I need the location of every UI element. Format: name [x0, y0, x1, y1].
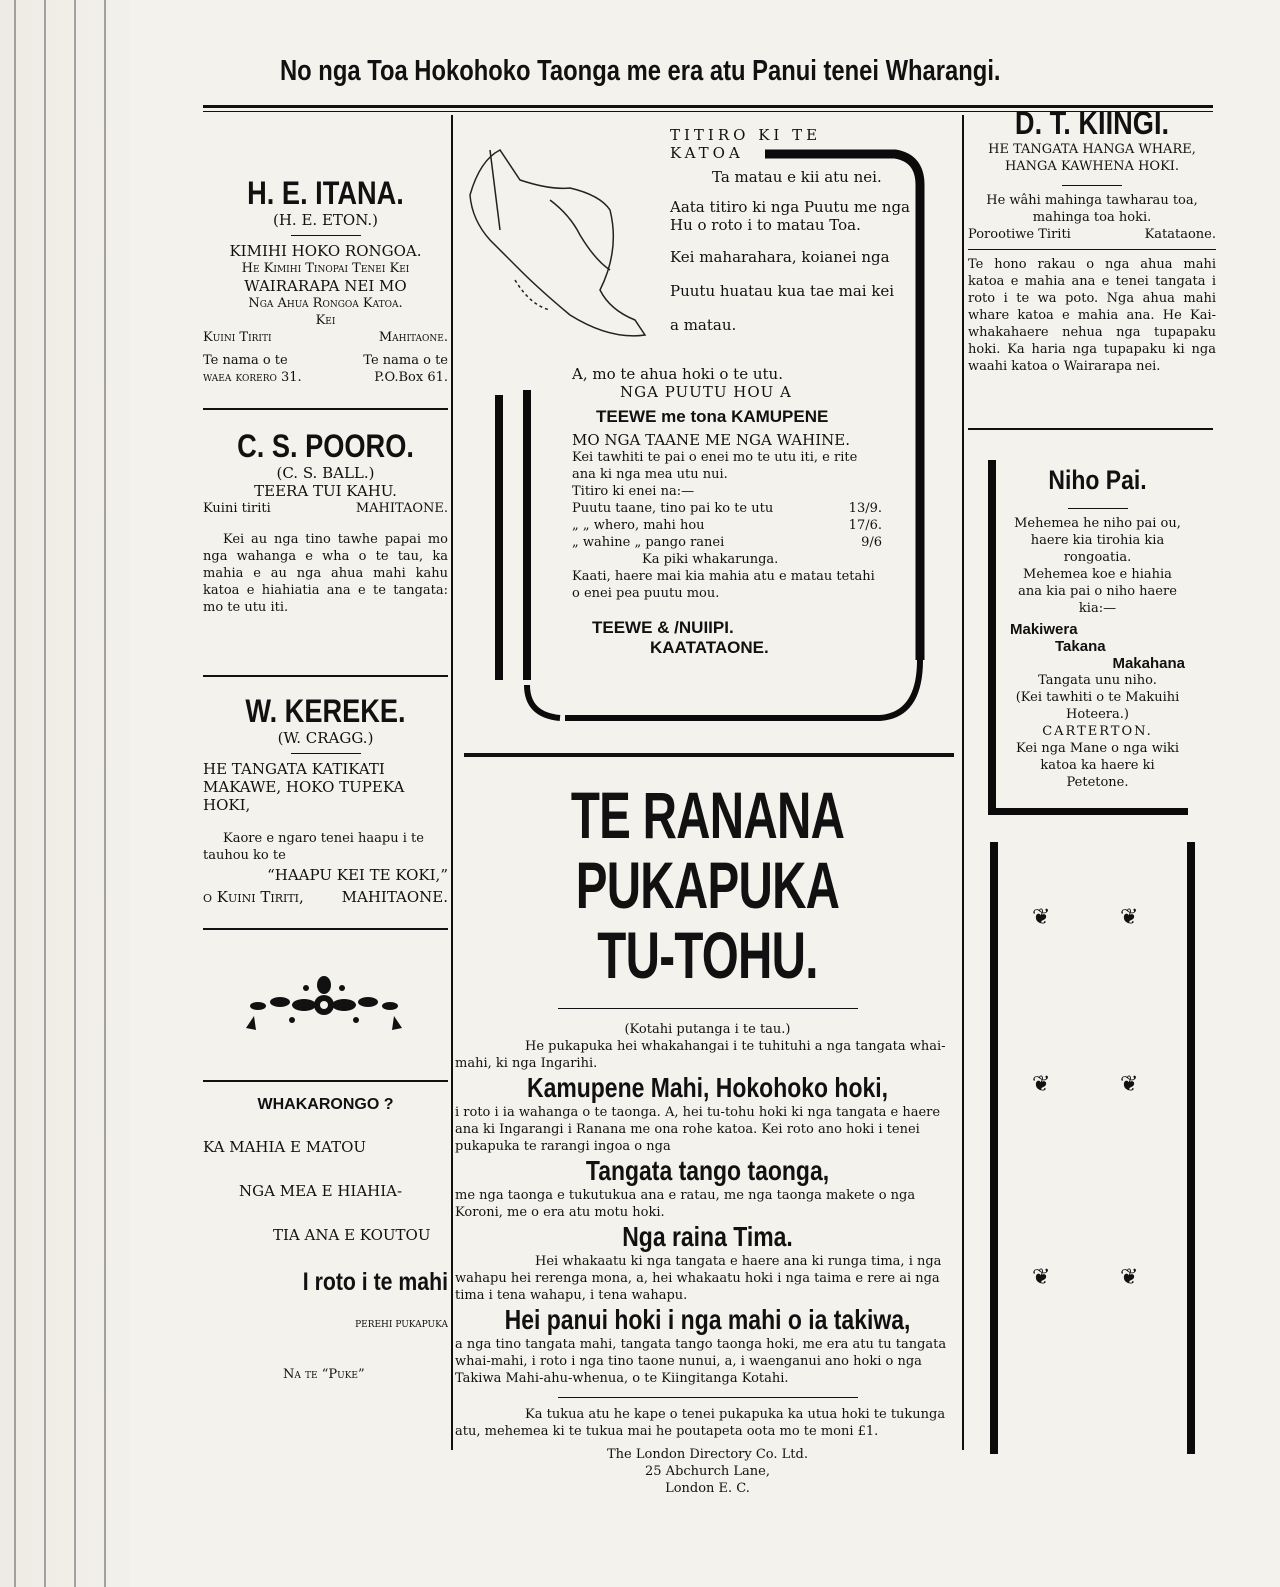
ad-text: Kei tawhiti te pai o enei mo te utu iti, e rite ana ki nga mea utu nui.: [572, 450, 858, 482]
ad-text: a nga tino tangata mahi, tangata tango taonga hoki, me era atu tu tangata whai-mahi, i roto i nga tino taone nunui, a, i waenganui ano hoki o nga Takiwa Mahi-ahu-whenua, o te Kiingitanga Kotahi.: [455, 1337, 947, 1386]
address-town: MAHITAONE.: [341, 888, 448, 906]
ad-line: KA MAHIA E MATOU: [203, 1138, 367, 1156]
ad-title: D. T. KIINGI.: [1014, 105, 1170, 141]
address-street: Porootiwe Tiriti: [968, 227, 1071, 242]
frame-bar-left-2: [523, 390, 531, 680]
ad-text: i roto i ia wahanga o te taonga. A, hei tu-tohu hoki ki nga tangata e haere ana ki Ingarangi i Ranana me ona rohe katoa. Kei roto ano hoki i tenei pukapuka te rarangi ingoa o nga: [455, 1105, 941, 1154]
ad-line: NGA MEA E HIAHIA-: [239, 1182, 403, 1200]
ad-subtitle: (W. CRAGG.): [277, 729, 374, 747]
price-list: [572, 500, 882, 551]
box-bar-bottom: [988, 808, 1188, 815]
ad-signature: TEEWE & /NUIIPI.: [592, 618, 734, 637]
price-value: 17/6.: [848, 518, 882, 533]
ad-text: He pukapuka hei whakahangai i te tuhituhi a nga tangata whai-mahi, ki nga Ingarihi.: [455, 1039, 946, 1071]
ad-rule: [203, 1080, 448, 1082]
ad-body: Kaore e ngaro tenei haapu i te tauhou ko te: [203, 831, 424, 863]
ad-subtitle: (C. S. BALL.): [276, 464, 375, 482]
ad-kereke: [203, 693, 448, 906]
ad-text: MO NGA TAANE ME NGA WAHINE.: [572, 431, 850, 449]
address-town: Mahitaone.: [378, 330, 448, 345]
ad-title: TU-TOHU.: [597, 918, 818, 992]
ad-text: Hei whakaatu ki nga tangata e haere ana ki runga tima, i nga wahapu hei rerenga mona, a, hei whakaatu hoki i nga taima e rere ai nga tima i tena wahapu, i tena wahapu.: [455, 1254, 942, 1303]
ad-text: Kei maharahara, koianei nga: [670, 248, 890, 266]
ad-rule: [203, 675, 448, 677]
ad-signature: The London Directory Co. Ltd.: [607, 1447, 808, 1462]
ad-address: [203, 329, 448, 346]
phone-number: waea korero 31.: [203, 370, 302, 385]
ad-subtitle: (H. E. ETON.): [273, 211, 378, 229]
ad-title: Niho Pai.: [1048, 465, 1147, 495]
ad-signature: 25 Abchurch Lane,: [645, 1464, 770, 1479]
page-header: No nga Toa Hokohoko Taonga me era atu Panui tenei Wharangi.: [280, 55, 1001, 87]
price-value: 9/6: [861, 535, 882, 550]
ad-headline: KATOA: [670, 144, 744, 162]
price-row: [572, 517, 882, 534]
ad-text: Puutu huatau kua tae mai kei: [670, 282, 895, 300]
divider: [291, 753, 361, 754]
ad-kiingi: [968, 105, 1216, 375]
ad-rule: [203, 408, 448, 410]
ad-town: CARTERTON.: [1042, 724, 1153, 739]
divider: [1068, 508, 1128, 509]
ad-text: a matau.: [670, 316, 737, 334]
ad-body: Tangata unu niho.: [1038, 673, 1157, 688]
ad-body: Mehemea koe e hiahia ana kia pai o niho haere kia:—: [1018, 567, 1177, 616]
price-item: Puutu taane, tino pai ko te utu: [572, 501, 774, 516]
price-value: 13/9.: [848, 501, 882, 516]
flower-icon: [244, 970, 404, 1040]
ad-headline: Kamupene Mahi, Hokohoko hoki,: [526, 1072, 889, 1103]
ad-text: Ta matau e kii atu nei.: [712, 168, 882, 186]
ad-title: W. KEREKE.: [245, 693, 406, 729]
divider: [1062, 185, 1122, 186]
ad-title: H. E. ITANA.: [247, 175, 404, 211]
ad-headline: Hei panui hoki i nga mahi o ia takiwa,: [504, 1304, 911, 1335]
box-bar-left: [990, 842, 998, 1454]
ad-signature: London E. C.: [665, 1481, 750, 1496]
ad-body: Mehemea he niho pai ou, haere kia tirohia kia rongoatia.: [1014, 516, 1181, 565]
ad-ranana: [455, 780, 960, 1497]
section-rule: [464, 753, 954, 757]
ad-text: Aata titiro ki nga Puutu me nga Hu o roto i to matau Toa.: [670, 198, 910, 234]
ad-teewe-head: [670, 126, 910, 334]
ad-line: HE TANGATA KATIKATI MAKAWE, HOKO TUPEKA HOKI,: [203, 760, 405, 814]
ad-niho: [1010, 462, 1185, 791]
ad-title: C. S. POORO.: [237, 428, 414, 464]
ad-itana: [203, 175, 448, 386]
fleuron-icon: ❦: [1120, 905, 1139, 930]
ad-line: He Kimihi Tinopai Tenei Kei: [241, 261, 410, 276]
pobox-label: Te nama o te: [363, 353, 448, 368]
ad-rule: [203, 928, 448, 930]
ad-signature: KAATATAONE.: [650, 638, 769, 657]
ad-line: Kei: [315, 313, 336, 328]
price-row: [572, 534, 882, 551]
frame-bar-left: [495, 395, 503, 680]
ad-headline: Tangata tango taonga,: [585, 1155, 830, 1186]
divider: [558, 1008, 858, 1009]
price-item: „ wahine „ pango ranei: [572, 535, 725, 550]
ad-text: NGA PUUTU HOU A: [620, 383, 792, 401]
ad-headline: Nga raina Tima.: [622, 1221, 793, 1252]
ad-text: A, mo te ahua hoki o te utu.: [572, 365, 783, 383]
ad-address: [203, 888, 448, 906]
dentist-name: Takana: [1055, 638, 1106, 655]
ad-text: Kaati, haere mai kia mahia atu e matau tetahi o enei pea puutu mou.: [572, 569, 875, 601]
ad-line: TEERA TUI KAHU.: [254, 482, 397, 500]
ad-address: [203, 500, 448, 517]
fleuron-icon: ❦: [1120, 1265, 1139, 1290]
ad-title: WHAKARONGO ?: [257, 1096, 394, 1113]
ad-body: Kei nga Mane o nga wiki katoa ka haere ki Petetone.: [1015, 741, 1180, 790]
fleuron-icon: ❦: [1120, 1072, 1139, 1097]
ad-line: Nga Ahua Rongoa Katoa.: [248, 296, 403, 311]
price-item: „ „ whero, mahi hou: [572, 518, 705, 533]
ad-address: [968, 226, 1216, 243]
page-binding-shadow: [0, 0, 130, 1587]
ad-whakarongo: [203, 1096, 448, 1383]
column-divider-right: [962, 115, 964, 1450]
price-row: [572, 500, 882, 517]
pobox-number: P.O.Box 61.: [374, 370, 448, 385]
ad-title: TE RANANA PUKAPUKA: [570, 778, 845, 922]
fleuron-icon: ❦: [1032, 1265, 1051, 1290]
ad-body-quote: “HAAPU KEI TE KOKI,”: [267, 866, 448, 884]
ad-line: WAIRARAPA NEI MO: [244, 277, 407, 295]
column-divider-left: [451, 115, 453, 1450]
ad-headline: TEEWE me tona KAMUPENE: [596, 407, 829, 426]
ad-text: Titiro ki enei na:—: [572, 484, 695, 499]
ad-line: He wâhi mahinga tawharau toa, mahinga toa hoki.: [986, 193, 1198, 225]
address-street: o Kuini Tiriti,: [203, 888, 304, 906]
ad-body: Te hono rakau o nga ahua mahi katoa e mahia ana e tenei tangata i roto i te wa poto. Nga ahua mahi whare katoa e mahia ana. He Kai-whakahaere nehua nga tupapaku hoki. Ka haria nga tupapaku ki nga waahi katoa o Wairarapa nei.: [968, 257, 1216, 374]
phone-label: Te nama o te: [203, 353, 288, 368]
divider: [291, 235, 361, 236]
ad-line: PEREHI PUKAPUKA: [355, 1320, 448, 1330]
floral-ornament: [244, 970, 404, 1040]
ad-body: (Kei tawhiti o te Makuihi Hoteera.): [1015, 690, 1180, 722]
ad-line: HE TANGATA HANGA WHARE, HANGA KAWHENA HOKI.: [988, 142, 1196, 174]
address-town: MAHITAONE.: [355, 501, 448, 516]
ad-text: Ka tukua atu he kape o tenei pukapuka ka utua hoki te tukunga atu, mehemea ki te tukua mai he poutapeta oota mo te moni £1.: [455, 1407, 946, 1439]
ad-headline: I roto i te mahi: [302, 1268, 448, 1296]
address-street: Kuini tiriti: [203, 501, 271, 516]
ad-line: TIA ANA E KOUTOU: [273, 1226, 431, 1244]
dentist-name: Makiwera: [1010, 621, 1078, 638]
ad-line: KIMIHI HOKO RONGOA.: [229, 242, 422, 260]
divider: [968, 249, 1216, 250]
ad-headline: TITIRO KI TE: [670, 126, 822, 144]
address-street: Kuini Tiriti: [203, 330, 272, 345]
address-town: Katataone.: [1144, 227, 1216, 242]
ad-text: (Kotahi putanga i te tau.): [624, 1022, 791, 1037]
dentist-name: Makahana: [1112, 655, 1185, 672]
fleuron-icon: ❦: [1032, 1072, 1051, 1097]
ad-text: me nga taonga e tukutukua ana e ratau, me nga taonga makete o nga Koroni, me o era atu motu hoki.: [455, 1188, 916, 1220]
ad-body: Kei au nga tino tawhe papai mo nga wahanga e wha o te tau, ka mahia e au nga ahua mahi kahu katoa e hiahiatia ana e te tangata: mo te utu iti.: [203, 532, 448, 615]
ad-pooro: [203, 428, 448, 616]
ad-teewe-body: [572, 365, 882, 658]
divider: [558, 1397, 858, 1398]
ad-contact: [203, 352, 448, 386]
box-bar-right: [1187, 842, 1195, 1454]
fleuron-icon: ❦: [1032, 905, 1051, 930]
ad-text: Ka piki whakarunga.: [642, 552, 779, 567]
box-bar-left: [988, 460, 996, 815]
ad-rule: [968, 428, 1213, 430]
ad-line: Na te “Puke”: [283, 1367, 365, 1382]
